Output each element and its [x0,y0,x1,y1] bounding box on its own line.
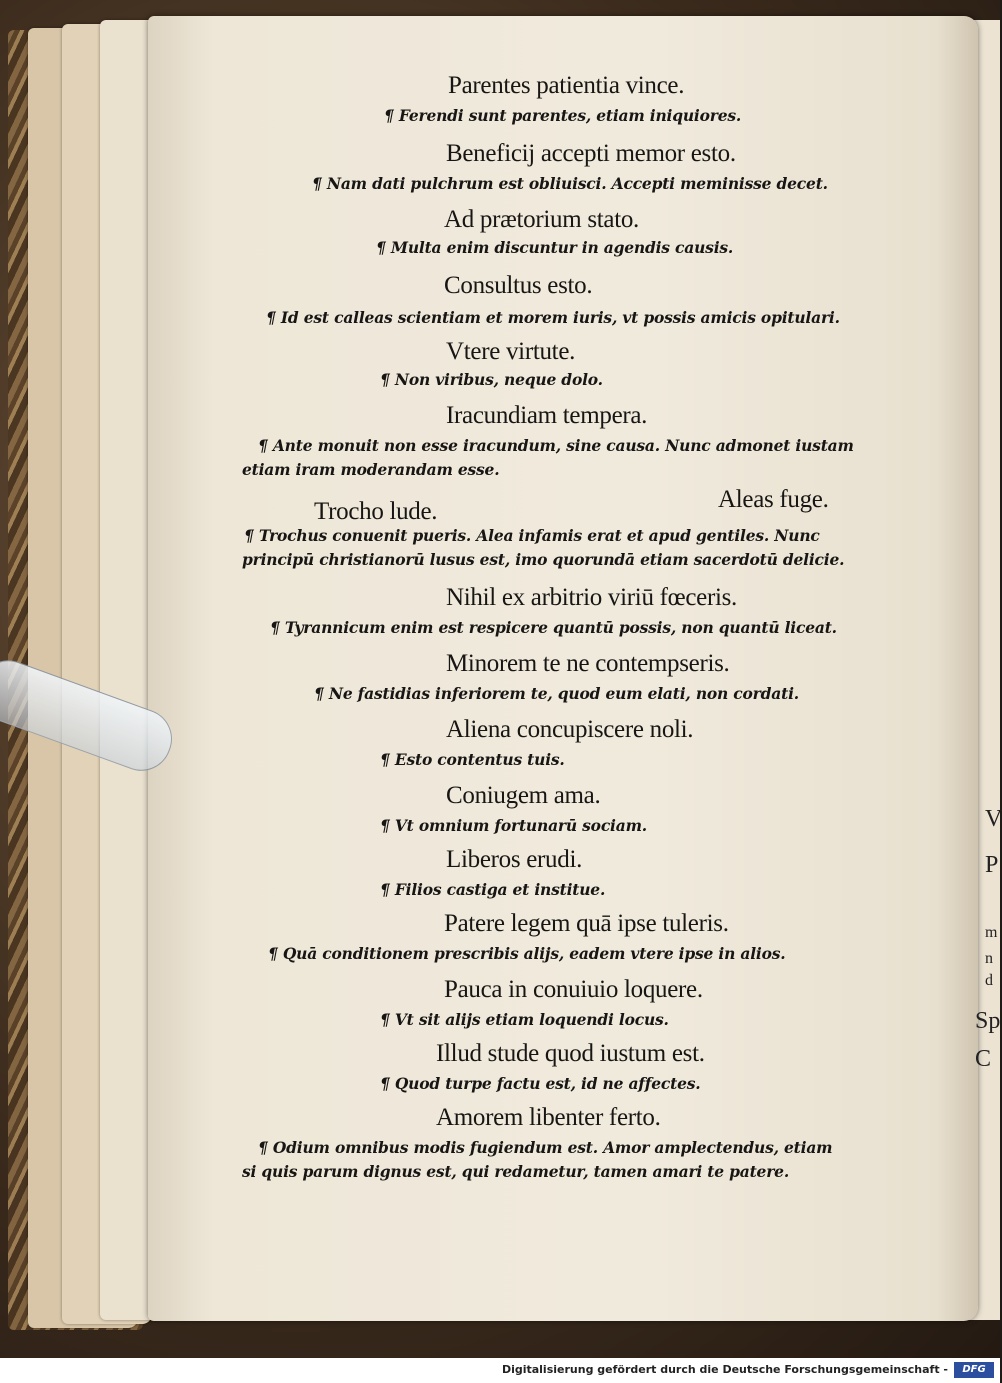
maxim-commentary: principū christianorū lusus est, imo quorundā etiam sacerdotū delicie. [242,550,845,569]
facing-page-fragment: P [985,852,999,878]
maxim-heading: Trocho lude. [314,498,438,525]
maxim-commentary: ¶ Esto contentus tuis. [380,750,565,769]
funding-credit: Digitalisierung gefördert durch die Deutsche Forschungsgemeinschaft - [501,1363,948,1376]
maxim-commentary: ¶ Multa enim discuntur in agendis causis. [376,238,734,257]
maxim-commentary: ¶ Vt sit alijs etiam loquendi locus. [380,1010,669,1029]
maxim-heading: Aliena concupiscere noli. [446,716,694,743]
maxim-commentary: ¶ Non viribus, neque dolo. [380,370,603,389]
maxim-heading: Beneficij accepti memor esto. [446,140,736,167]
book-page [148,16,978,1321]
maxim-heading: Nihil ex arbitrio viriū fœceris. [446,584,738,611]
facing-page-fragment: Sp [975,1008,1001,1034]
maxim-commentary: ¶ Trochus conuenit pueris. Alea infamis erat et apud gentiles. Nunc [244,526,820,545]
maxim-heading: Parentes patientia vince. [448,72,685,99]
maxim-commentary: ¶ Vt omnium fortunarū sociam. [380,816,647,835]
facing-page-fragment: d [985,972,993,989]
maxim-commentary: ¶ Odium omnibus modis fugiendum est. Amor amplectendus, etiam [258,1138,833,1157]
maxim-commentary: si quis parum dignus est, qui redametur, tamen amari te patere. [242,1162,790,1181]
facing-page-fragment: m [985,924,998,941]
maxim-commentary: ¶ Ferendi sunt parentes, etiam iniquiores. [384,106,742,125]
maxim-commentary: ¶ Quod turpe factu est, id ne affectes. [380,1074,701,1093]
maxim-commentary: etiam iram moderandam esse. [242,460,500,479]
maxim-heading: Liberos erudi. [446,846,583,873]
maxim-heading: Coniugem ama. [446,782,601,809]
maxim-heading: Consultus esto. [444,272,593,299]
maxim-commentary: ¶ Nam dati pulchrum est obliuisci. Accepti meminisse decet. [312,174,828,193]
maxim-commentary: ¶ Quā conditionem prescribis alijs, eadem vtere ipse in alios. [268,944,786,963]
facing-page-fragment: n [985,950,993,967]
maxim-commentary: ¶ Ante monuit non esse iracundum, sine causa. Nunc admonet iustam [258,436,854,455]
maxim-heading: Iracundiam tempera. [446,402,648,429]
maxim-commentary: ¶ Id est calleas scientiam et morem iuris, vt possis amicis opitulari. [266,308,840,327]
maxim-commentary: ¶ Ne fastidias inferiorem te, quod eum elati, non cordati. [314,684,799,703]
maxim-heading: Ad prætorium stato. [444,206,639,233]
facing-page-fragment: C [975,1046,992,1072]
footer-bar [0,1358,1000,1383]
maxim-heading: Pauca in conuiuio loquere. [444,976,703,1003]
maxim-commentary: ¶ Tyrannicum enim est respicere quantū possis, non quantū liceat. [270,618,837,637]
dfg-logo: DFG [954,1362,994,1378]
maxim-heading: Illud stude quod iustum est. [436,1040,705,1067]
maxim-commentary: ¶ Filios castiga et institue. [380,880,606,899]
facing-page-fragment: V [985,806,1002,832]
maxim-heading: Amorem libenter ferto. [436,1104,661,1131]
maxim-heading: Patere legem quā ipse tuleris. [444,910,729,937]
maxim-heading: Vtere virtute. [446,338,576,365]
maxim-heading: Aleas fuge. [718,486,829,513]
maxim-heading: Minorem te ne contempseris. [446,650,730,677]
